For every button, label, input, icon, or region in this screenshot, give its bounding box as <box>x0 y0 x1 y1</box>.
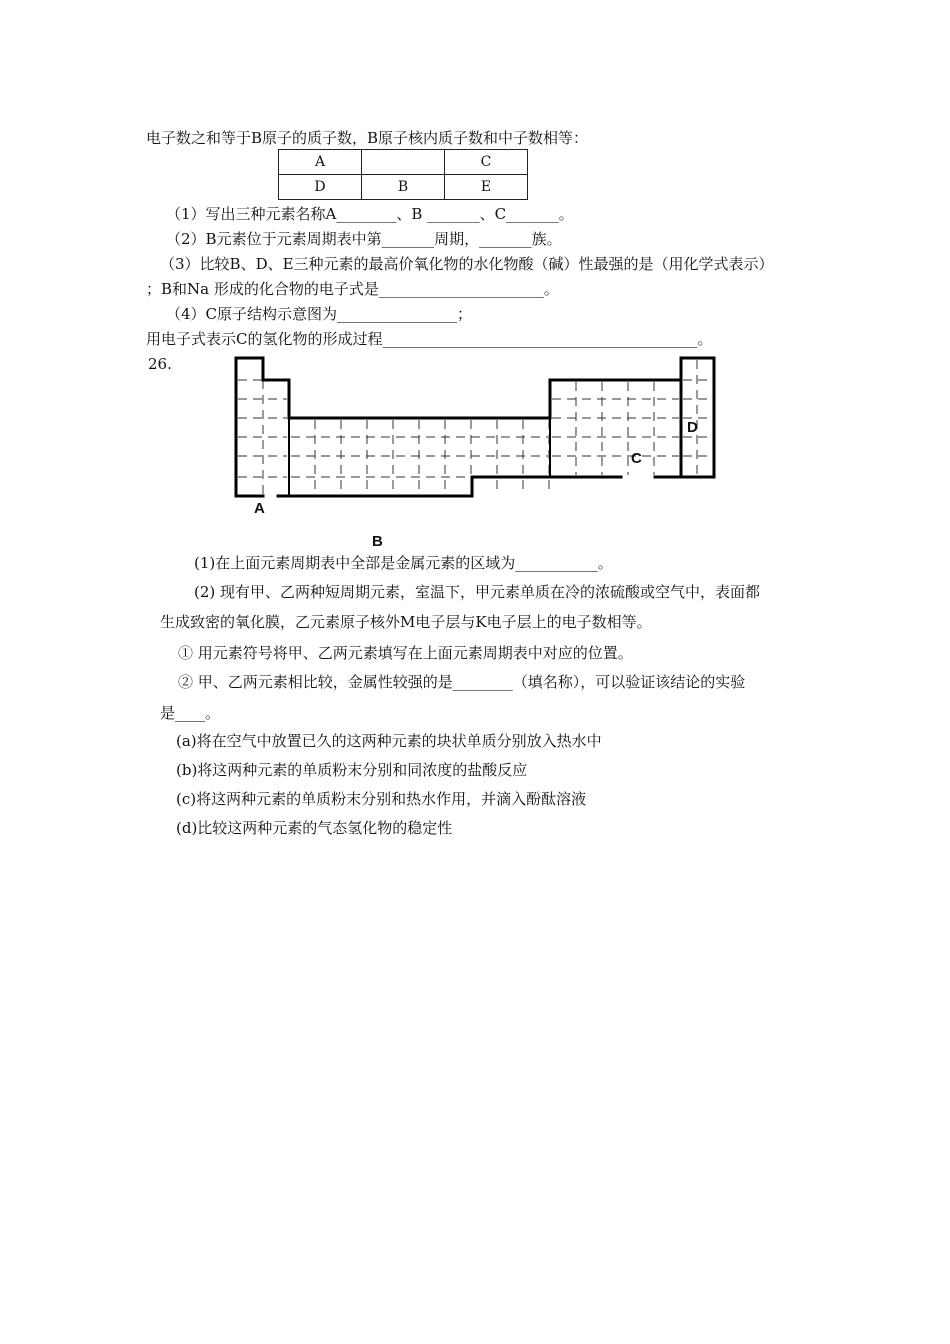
option-c: (c)将这两种元素的单质粉末分别和热水作用，并滴入酚酞溶液 <box>176 790 587 808</box>
option-b: (b)将这两种元素的单质粉末分别和同浓度的盐酸反应 <box>176 761 528 779</box>
region-label-c: C <box>631 450 642 467</box>
q26-part2-line1: (2) 现有甲、乙两种短周期元素，室温下，甲元素单质在冷的浓硫酸或空气中，表面都 <box>194 583 761 601</box>
q25-part5: 用电子式表示C的氢化物的形成过程__________________________________________。 <box>146 330 713 348</box>
q25-part2: （2）B元素位于元素周期表中第_______周期，_______族。 <box>166 230 562 248</box>
q25-intro: 电子数之和等于B原子的质子数，B原子核内质子数和中子数相等： <box>146 129 589 147</box>
q25-part1: （1）写出三种元素名称A________、B _______、C_______。 <box>166 205 574 223</box>
q26-part1: (1)在上面元素周期表中全部是金属元素的区域为___________。 <box>194 554 613 572</box>
region-label-d: D <box>687 419 698 436</box>
q25-part4: （4）C原子结构示意图为________________； <box>166 305 473 323</box>
q26-sub2-line2: 是____。 <box>160 704 221 722</box>
option-d: (d)比较这两种元素的气态氢化物的稳定性 <box>176 819 453 837</box>
q26-part2-line2: 生成致密的氧化膜，乙元素原子核外M电子层与K电子层上的电子数相等。 <box>160 613 652 631</box>
q25-part3-line2: ；B和Na 形成的化合物的电子式是______________________。 <box>146 280 559 298</box>
table-cell: C <box>445 150 528 175</box>
region-label-a: A <box>254 500 265 517</box>
table-cell: B <box>362 175 445 200</box>
q26-sub2-line1: ② 甲、乙两元素相比较，金属性较强的是________（填名称），可以验证该结论的实验 <box>178 673 746 691</box>
q25-part3-line1: （3）比较B、D、E三种元素的最高价氧化物的水化物酸（碱）性最强的是（用化学式表示） <box>160 255 774 273</box>
region-label-b: B <box>372 533 383 550</box>
periodic-table-outline <box>0 0 950 560</box>
table-cell: E <box>445 175 528 200</box>
q26-sub1: ① 用元素符号将甲、乙两元素填写在上面元素周期表中对应的位置。 <box>178 644 633 662</box>
table-cell: D <box>279 175 362 200</box>
table-cell: A <box>279 150 362 175</box>
q26-number: 26. <box>148 355 172 373</box>
option-a: (a)将在空气中放置已久的这两种元素的块状单质分别放入热水中 <box>176 732 602 750</box>
